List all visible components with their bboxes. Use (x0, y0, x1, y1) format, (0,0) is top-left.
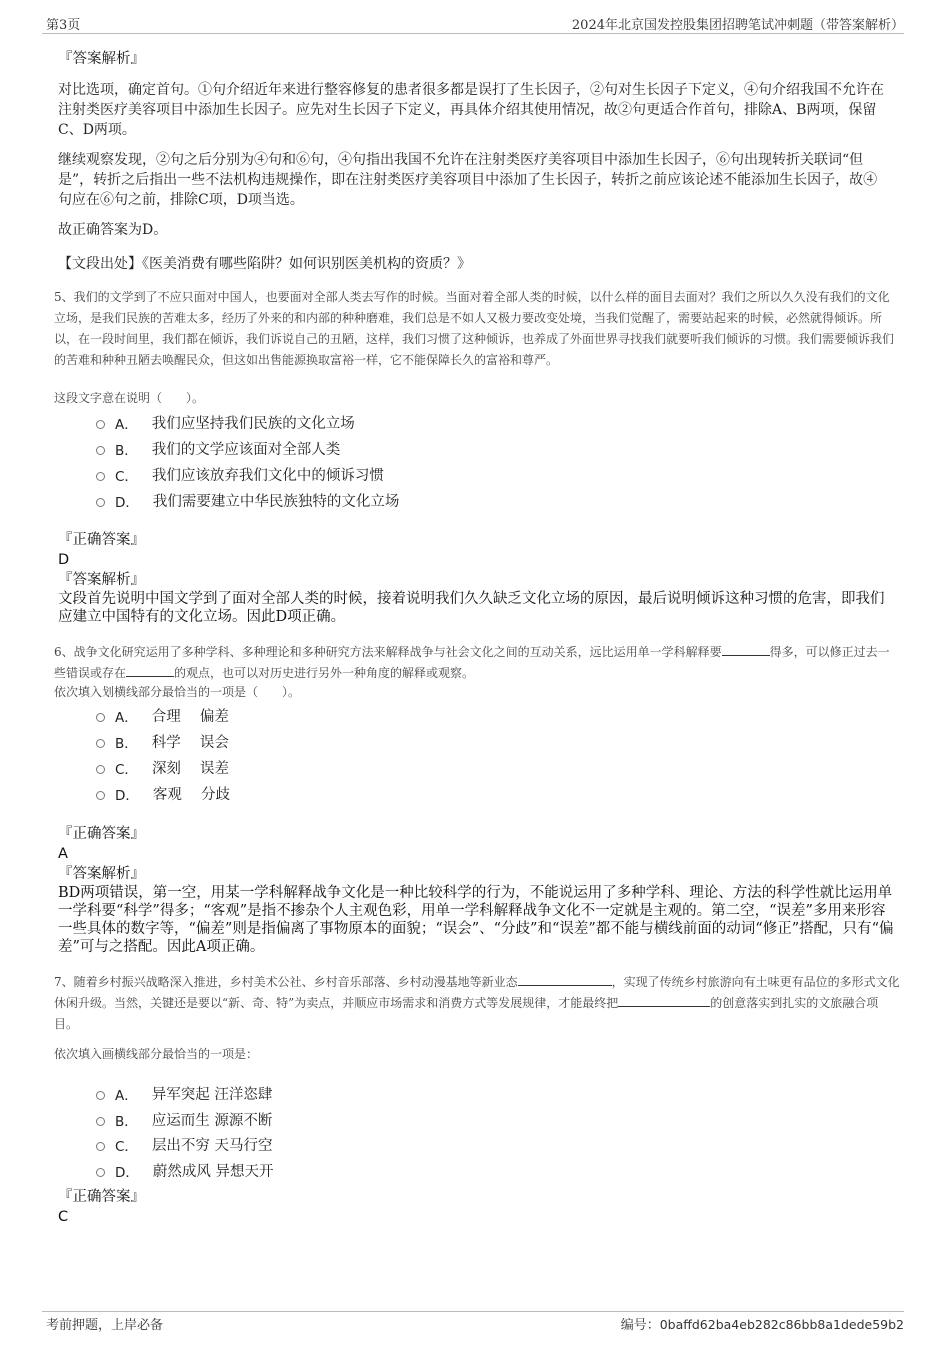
q5-stem: 5、我们的文学到了不应只面对中国人，也要面对全部人类去写作的时候。当面对着全部人类的时候，以什么样的面目去面对？我们之所以久久没有我们的文化立场，是我们民族的苦难太多，经历了外来的和内部的种种磨难，我们总是不如人又极力要改变处境，当我们觉醒了，需要站起来的时候，必然就得倾诉。所以，在一段时间里，我们都在倾诉，我们诉说自己的丑陋，这样，我们习惯了这种倾诉，也养成了外面世界寻找我们就要听我们倾诉的习惯。我们需要倾诉我们的苦难和种种丑陋去唤醒民众，但这如出售能源换取富裕一样，它不能保障长久的富裕和尊严。 (54, 290, 895, 367)
footer-divider (42, 1311, 904, 1312)
radio-icon[interactable] (96, 1168, 105, 1177)
q5-answer: D (58, 552, 70, 568)
radio-icon[interactable] (96, 1142, 105, 1151)
prev-analysis-para2: 继续观察发现，②句之后分别为④句和⑥句，④句指出我国不允许在注射类医疗美容项目中添加生长因子，⑥句出现转折关联词“但是”，转折之后指出一些不法机构违规操作，即在注射类医疗美容项目中添加了生长因子，转折之前应该论述不能添加生长因子，故④句应在⑥句之前，排除C项，D项当选。 (58, 152, 878, 208)
radio-icon[interactable] (96, 472, 105, 481)
q5-answer-tag: 『正确答案』 (58, 532, 145, 548)
radio-icon[interactable] (96, 713, 105, 722)
document-title: 2024年北京国发控股集团招聘笔试冲刺题（带答案解析） (571, 18, 904, 33)
q6-answer: A (58, 846, 68, 862)
q7-stem: 7、随着乡村振兴战略深入推进，乡村美术公社、乡村音乐部落、乡村动漫基地等新业态 ，实现了传统乡村旅游向有土味更有品位的多形式文化休闲升级。当然，关键还是要以“新、奇、特”为卖点，并顺应市场需求和消费方式等发展规律，才能最终把 的创意落实到扎实的文旅融合项目。 (54, 972, 900, 1035)
prev-source: 【文段出处】《医美消费有哪些陷阱？如何识别医美机构的资质？》 (58, 256, 471, 272)
document-code: 编号：0baffd62ba4eb282c86bb8a1dede59b2 (620, 1317, 904, 1333)
q6-option-a[interactable]: A． 合理 偏差 (96, 705, 229, 726)
radio-icon[interactable] (96, 420, 105, 429)
footer-slogan: 考前押题，上岸必备 (46, 1318, 164, 1333)
q5-analysis: 文段首先说明中国文学到了面对全部人类的时候，接着说明我们久久缺乏文化立场的原因，最后说明倾诉这种习惯的危害，即我们应建立中国特有的文化立场。因此D项正确。 (58, 591, 885, 625)
q5-option-b[interactable]: B． 我们的文学应该面对全部人类 (96, 438, 340, 459)
radio-icon[interactable] (96, 739, 105, 748)
q6-option-c[interactable]: C． 深刻 误差 (96, 757, 229, 778)
q7-answer: C (58, 1209, 69, 1225)
q6-stem: 6、战争文化研究运用了多种学科、多种理论和多种研究方法来解释战争与社会文化之间的互动关系，远比运用单一学科解释要 得多，可以修正过去一些错误或存在 的观点，也可以对历史进行另外一种角度的解释或观察。 (54, 642, 900, 684)
q6-blank-2 (126, 663, 174, 677)
radio-icon[interactable] (96, 1117, 105, 1126)
q7-option-b[interactable]: B． 应运而生 源源不断 (96, 1109, 272, 1130)
page-number: 第3页 (46, 18, 81, 33)
q6-analysis-tag: 『答案解析』 (58, 866, 145, 882)
q7-option-d[interactable]: D． 蔚然成风 异想天开 (96, 1160, 274, 1181)
radio-icon[interactable] (96, 765, 105, 774)
q7-blank-2 (618, 993, 710, 1007)
q7-option-c[interactable]: C． 层出不穷 天马行空 (96, 1134, 273, 1155)
q6-option-b[interactable]: B． 科学 误会 (96, 731, 229, 752)
prev-analysis-tag: 『答案解析』 (58, 51, 145, 67)
prev-answer-conclusion: 故正确答案为D。 (58, 222, 168, 238)
radio-icon[interactable] (96, 791, 105, 800)
radio-icon[interactable] (96, 1091, 105, 1100)
q7-blank-1 (518, 972, 612, 986)
q7-answer-tag: 『正确答案』 (58, 1189, 145, 1205)
radio-icon[interactable] (96, 446, 105, 455)
q7-option-a[interactable]: A． 异军突起 汪洋恣肆 (96, 1083, 272, 1104)
q7-prompt: 依次填入画横线部分最恰当的一项是： (54, 1047, 259, 1061)
prev-analysis-para1: 对比选项，确定首句。①句介绍近年来进行整容修复的患者很多都是误打了生长因子，②句对生长因子下定义，④句介绍我国不允许在注射类医疗美容项目中添加生长因子。应先对生长因子下定义，再具体介绍其使用情况，故②句更适合作首句，排除A、B两项，保留C、D两项。 (58, 82, 884, 138)
q5-prompt: 这段文字意在说明（ ）。 (54, 391, 205, 405)
q5-analysis-tag: 『答案解析』 (58, 572, 145, 588)
q6-blank-1 (722, 642, 770, 656)
q5-option-d[interactable]: D． 我们需要建立中华民族独特的文化立场 (96, 490, 399, 511)
q6-answer-tag: 『正确答案』 (58, 826, 145, 842)
radio-icon[interactable] (96, 498, 105, 507)
q5-option-c[interactable]: C． 我们应该放弃我们文化中的倾诉习惯 (96, 464, 384, 485)
q6-analysis: BD两项错误，第一空，用某一学科解释战争文化是一种比较科学的行为，不能说运用了多种学科、理论、方法的科学性就比运用单一学科要“科学”得多；“客观”是指不掺杂个人主观色彩，用单一学科解释战争文化不一定就是主观的。第二空，“误差”多用来形容一些具体的数字等，“偏差”则是指偏离了事物原本的面貌；“误会”、“分歧”和“误差”都不能与横线前面的动词“修正”搭配，只有“偏差”可与之搭配。因此A项正确。 (58, 885, 894, 955)
q5-option-a[interactable]: A． 我们应坚持我们民族的文化立场 (96, 412, 355, 433)
q6-prompt: 依次填入划横线部分最恰当的一项是（ ）。 (54, 685, 301, 699)
header-divider (42, 33, 904, 34)
q6-option-d[interactable]: D． 客观 分歧 (96, 783, 230, 804)
